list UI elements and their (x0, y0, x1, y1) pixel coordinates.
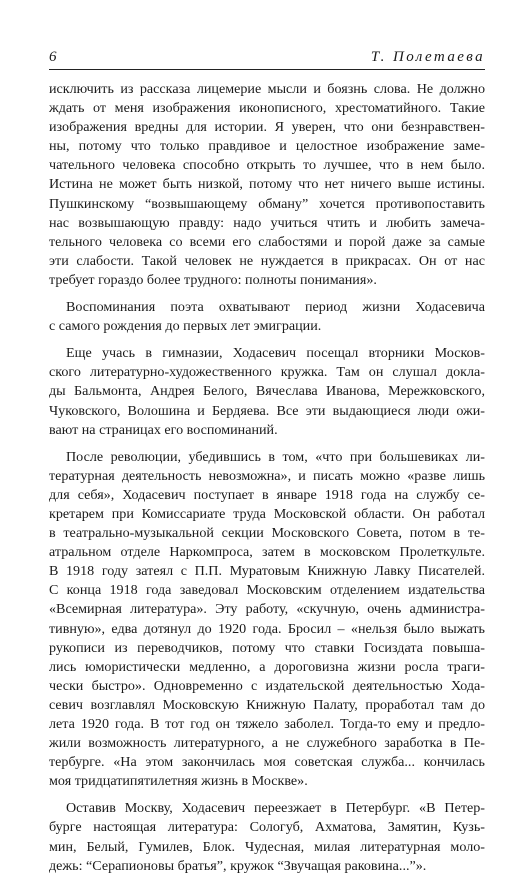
text-line: Оставив Москву, Ходасевич переезжает в Петербург. «В Петер- (66, 800, 485, 817)
page-body (49, 80, 485, 884)
text-line: тельного человека со всеми его слабостями и порой даже за самые (49, 233, 485, 250)
text-line: исключить из рассказа лицемерие мысли и боязнь слова. Не должно (49, 81, 485, 97)
text-line: требует гораздо более трудного: полноты понимания». (49, 271, 377, 288)
text-line: ды Бальмонта, Андрея Белого, Вячеслава Иванова, Мережковского, (49, 383, 485, 400)
running-header-author: Т. Полетаева (370, 49, 485, 65)
text-line: для себя», Ходасевич поступает в январе 1918 года на службу се- (49, 486, 485, 503)
text-line: С конца 1918 года заведовал Московским отделением издательства (49, 582, 485, 599)
text-line: Истина не может быть низкой, потому что нет ничего выше истины. (49, 176, 485, 193)
text-line: В 1918 году затеял с П.П. Муратовым Книжную Лавку Писателей. (49, 563, 485, 580)
text-line: «Всемирная литература». Эту работу, «скучную, очень администра- (49, 601, 485, 618)
header-rule (49, 69, 485, 70)
text-line: бурге настоящая литература: Сологуб, Ахматова, Замятин, Кузь- (49, 819, 485, 836)
text-line: Воспоминания поэта охватывают период жизни Ходасевича (66, 299, 485, 316)
page-number: 6 (49, 49, 57, 65)
text-line: После революции, убедившись в том, «что при большевиках ли- (66, 448, 485, 465)
paragraph (49, 799, 485, 875)
text-line: моя тридцатипятилетняя жизнь в Москве». (49, 773, 308, 790)
text-line: изображения вредны для истории. Я уверен, что они безнравствен- (49, 119, 485, 136)
text-line: ского литературно-художественного кружка. Там он слушал докла- (49, 364, 485, 381)
text-line: мин, Белый, Гумилев, Блок. Чудесная, милая литературная моло- (49, 838, 485, 855)
text-line: чательного человека способно открыть то лучшее, что в нем было. (49, 157, 485, 174)
text-line: дежь: “Серапионовы братья”, кружок “Звучащая раковина...”». (49, 857, 427, 874)
text-line: тивную», едва дотянул до 1920 года. Бросил – «нельзя было выжать (49, 620, 485, 637)
text-line: с самого рождения до первых лет эмиграции. (49, 318, 322, 335)
text-line: тербурге. «На этом закончилась моя советская служба... кончилась (49, 754, 485, 771)
text-line: нас возвышающую правду: надо учиться чтить и любить замеча- (49, 214, 485, 231)
paragraph (49, 298, 485, 336)
text-line: ны, потому что только правдивое и целостное изображение заме- (49, 138, 485, 155)
text-line: лета 1920 года. В тот год он тяжело заболел. Тогда-то ему и предло- (49, 716, 485, 732)
running-header (49, 44, 485, 66)
text-line: тературная деятельность невозможна», и писать можно «разве лишь (49, 467, 485, 484)
text-line: чески быстро». Одновременно с издательской деятельностью Хода- (49, 677, 485, 694)
text-line: кретарем при Комиссариате труда Московской области. Он работал (49, 505, 485, 522)
text-line: вают на страницах его воспоминаний. (49, 421, 278, 438)
paragraph (49, 80, 485, 290)
text-line: лись юмористически медленно, а дороговизна жизни росла траги- (49, 658, 485, 675)
paragraph (49, 448, 485, 792)
text-line: эти слабости. Такой человек не нуждается в прикрасах. Он от нас (49, 252, 485, 269)
text-line: рукописи из переводчиков, потому что ставки Госиздата повыша- (49, 639, 485, 656)
text-line: в театрально-музыкальной секции Московского Совета, потом в те- (49, 525, 485, 542)
text-line: атральном отделе Наркомпроса, затем в московском Пролеткульте. (49, 544, 485, 561)
text-line: Еще учась в гимназии, Ходасевич посещал вторники Москов- (66, 345, 485, 362)
text-line: жили возможность литературного, а не служебного заработка в Пе- (49, 735, 485, 752)
paragraph (49, 344, 485, 439)
text-line: ждать от меня изображения иконописного, хрестоматийного. Такие (49, 100, 485, 117)
text-line: Пушкинскому “возвышающему обману” хочется противопоставить (49, 195, 485, 212)
text-line: севич возглавлял Московскую Книжную Палату, проработал там до (49, 696, 485, 713)
text-line: Чуковского, Волошина и Бердяева. Все эти выдающиеся люди ожи- (49, 402, 485, 419)
